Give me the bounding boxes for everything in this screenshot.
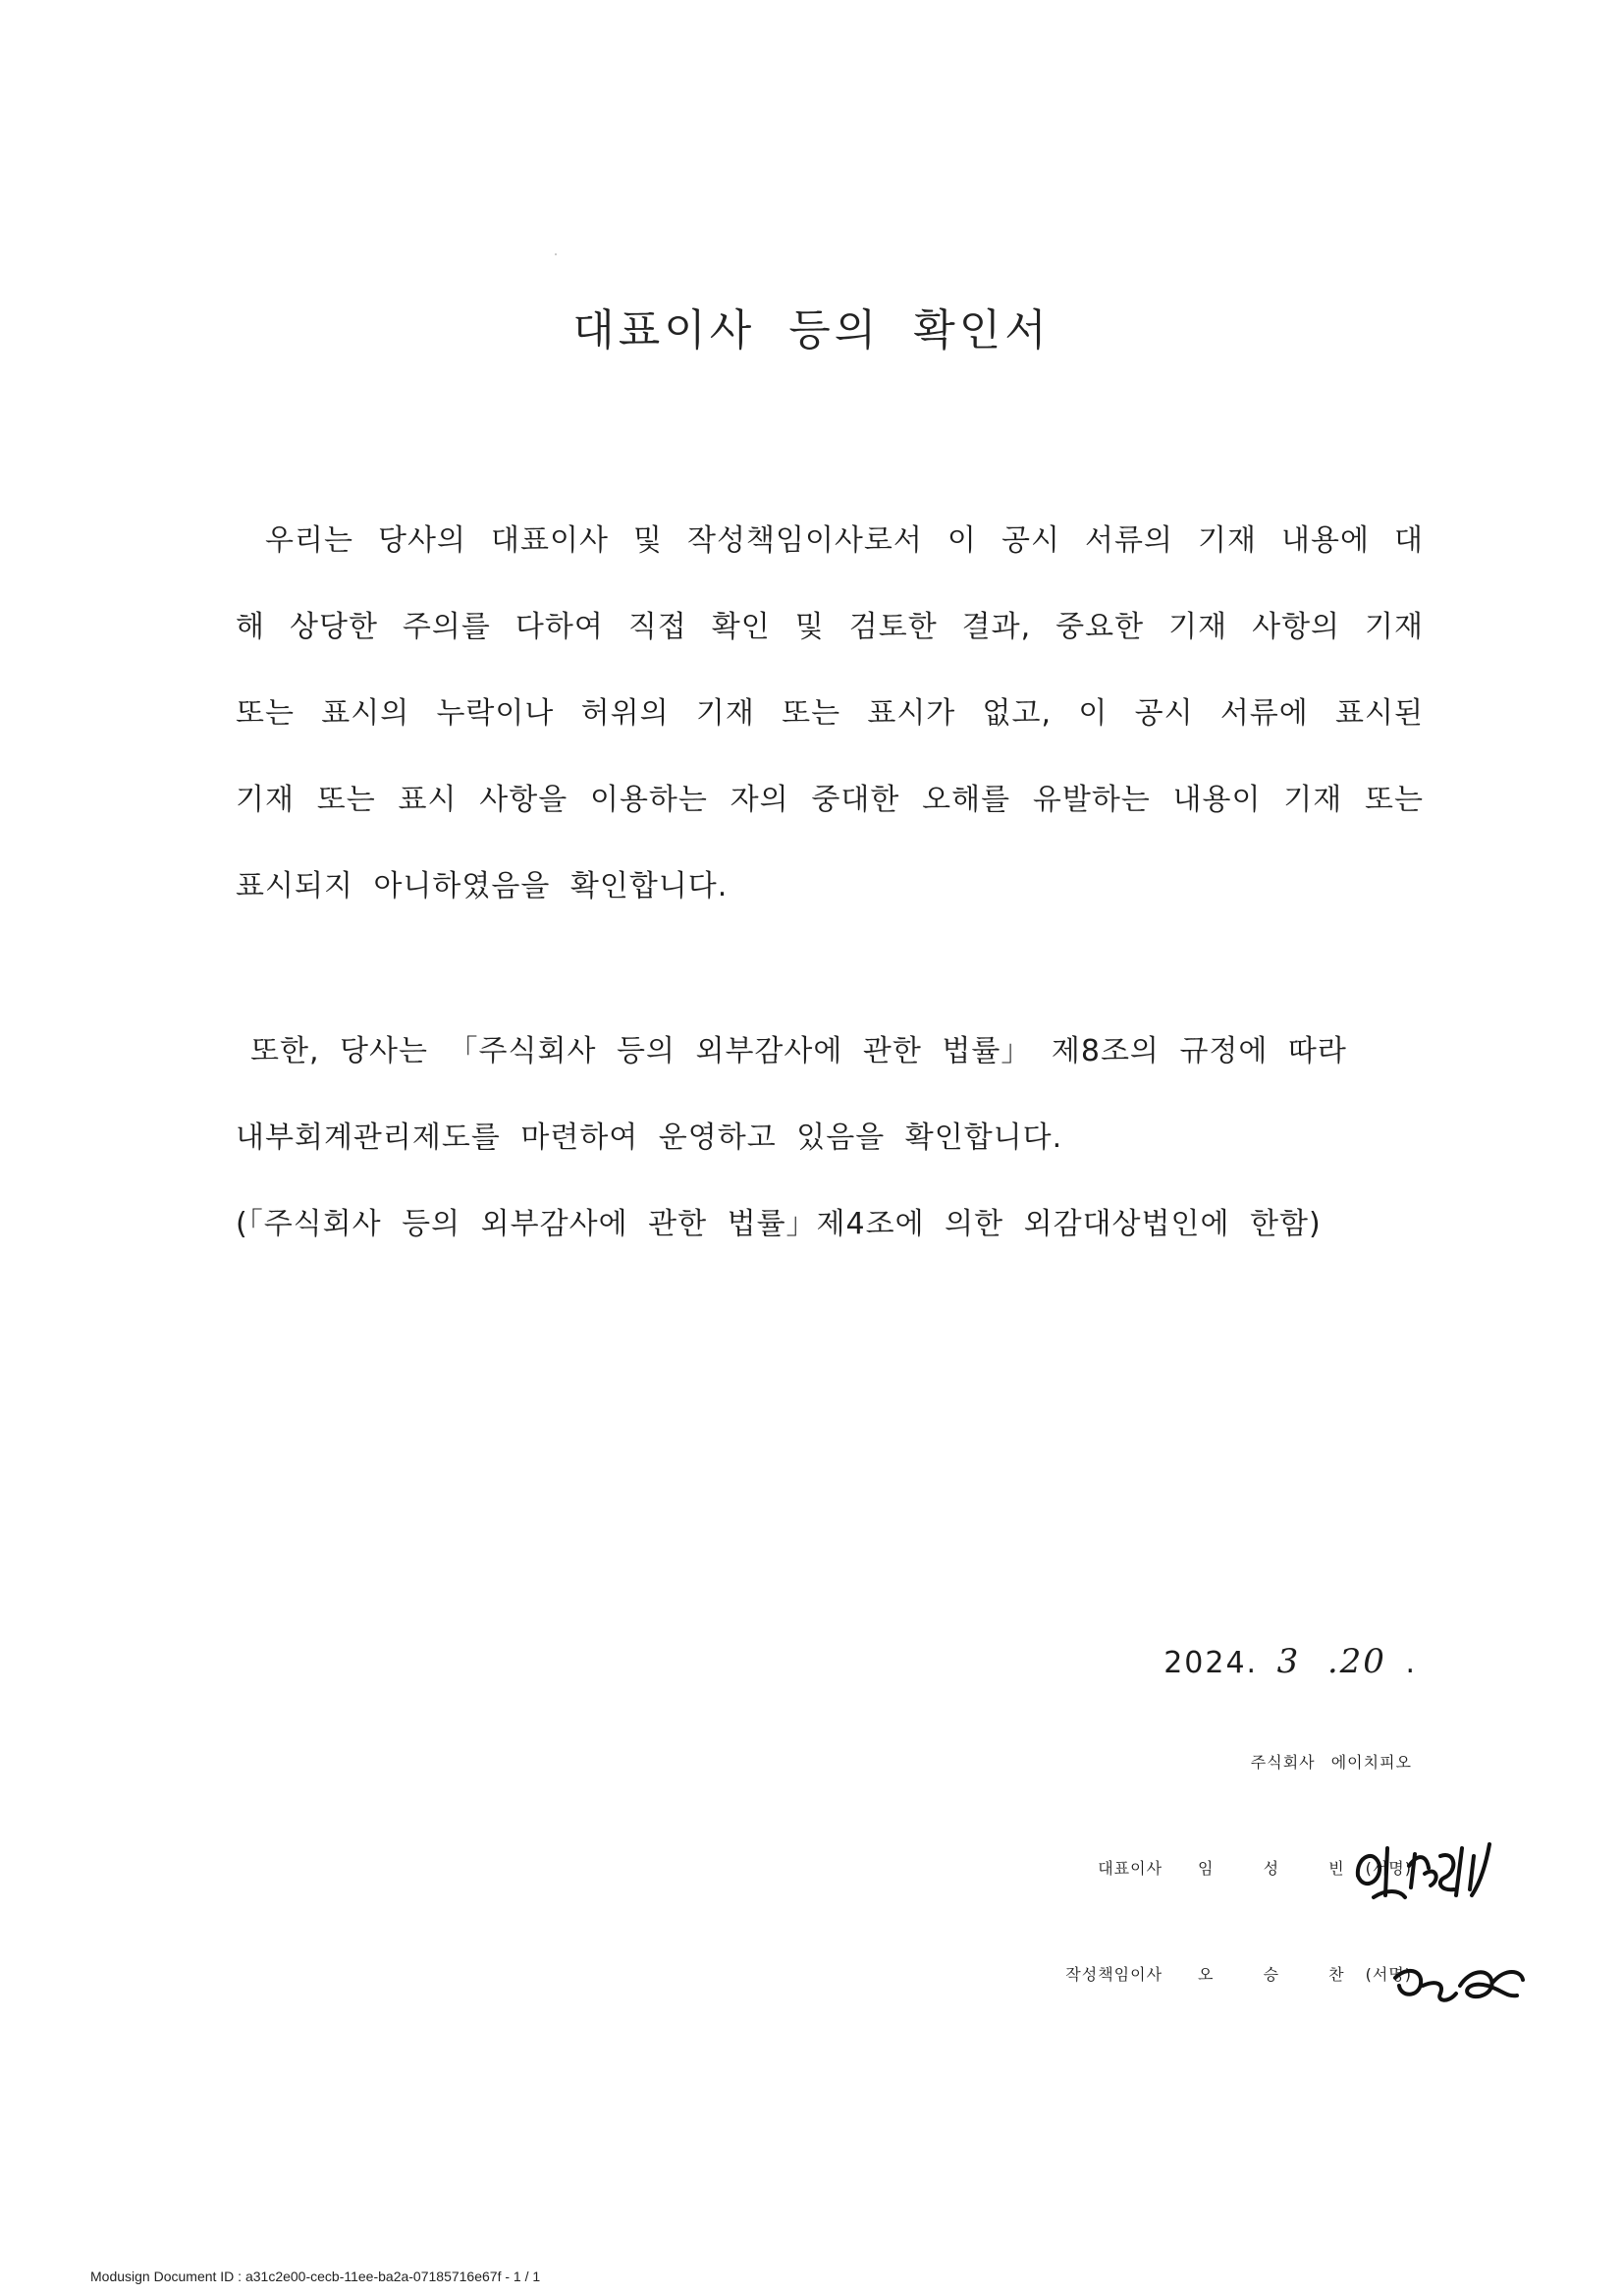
document-title: 대표이사 등의 확인서 (572, 305, 1051, 355)
document-footer-id: Modusign Document ID : a31c2e00-cecb-11ee-ba2a-07185716e67f - 1 / 1 (90, 2269, 541, 2284)
date-month-handwritten: 3 (1276, 1642, 1301, 1681)
date-end: . (1405, 1646, 1417, 1680)
ceo-signature-label: (서명) (1365, 1859, 1412, 1878)
paragraph-line: (「주식회사 등의 외부감사에 관한 법률」제4조에 의한 외감대상법인에 한함) (236, 1207, 1322, 1241)
paragraph-line: 해 상당한 주의를 다하여 직접 확인 및 검토한 결과, 중요한 기재 사항의 기재 (236, 610, 1424, 644)
company-name: 주식회사 에이치피오 (1250, 1753, 1412, 1772)
cfo-name: 오 승 찬 (1198, 1965, 1362, 1984)
signing-date (1163, 1642, 1417, 1681)
ceo-name: 임 성 빈 (1198, 1859, 1362, 1878)
ceo-signature-mark (1366, 1856, 1412, 1879)
paragraph-line: 또는 표시의 누락이나 허위의 기재 또는 표시가 없고, 이 공시 서류에 표시된 (236, 696, 1424, 731)
paragraph-line: 또한, 당사는 「주식회사 등의 외부감사에 관한 법률」 제8조의 규정에 따라 (250, 1034, 1347, 1068)
date-year: 2024. (1163, 1646, 1259, 1680)
internal-control-paragraph (236, 1009, 1424, 1181)
ceo-signature-line (1098, 1856, 1412, 1879)
paragraph-line: 표시되지 아니하였음을 확인합니다. (236, 869, 729, 903)
ceo-role: 대표이사 (1098, 1859, 1163, 1878)
date-day-handwritten: .20 (1326, 1642, 1386, 1681)
cfo-handwritten-signature-icon (1385, 1941, 1552, 2029)
cfo-signature-line (1065, 1962, 1412, 1985)
confirmation-paragraph (236, 498, 1424, 930)
cfo-signature-label: (서명) (1365, 1965, 1412, 1984)
scan-speck (555, 253, 557, 255)
paragraph-line: 우리는 당사의 대표이사 및 작성책임이사로서 이 공시 서류의 기재 내용에 대 (265, 523, 1424, 558)
cfo-role: 작성책임이사 (1065, 1965, 1163, 1984)
paragraph-line: 내부회계관리제도를 마련하여 운영하고 있음을 확인합니다. (236, 1121, 1063, 1155)
scope-note (236, 1181, 1424, 1268)
cfo-signature-mark (1366, 1962, 1412, 1985)
paragraph-line: 기재 또는 표시 사항을 이용하는 자의 중대한 오해를 유발하는 내용이 기재 또는 (236, 783, 1424, 817)
